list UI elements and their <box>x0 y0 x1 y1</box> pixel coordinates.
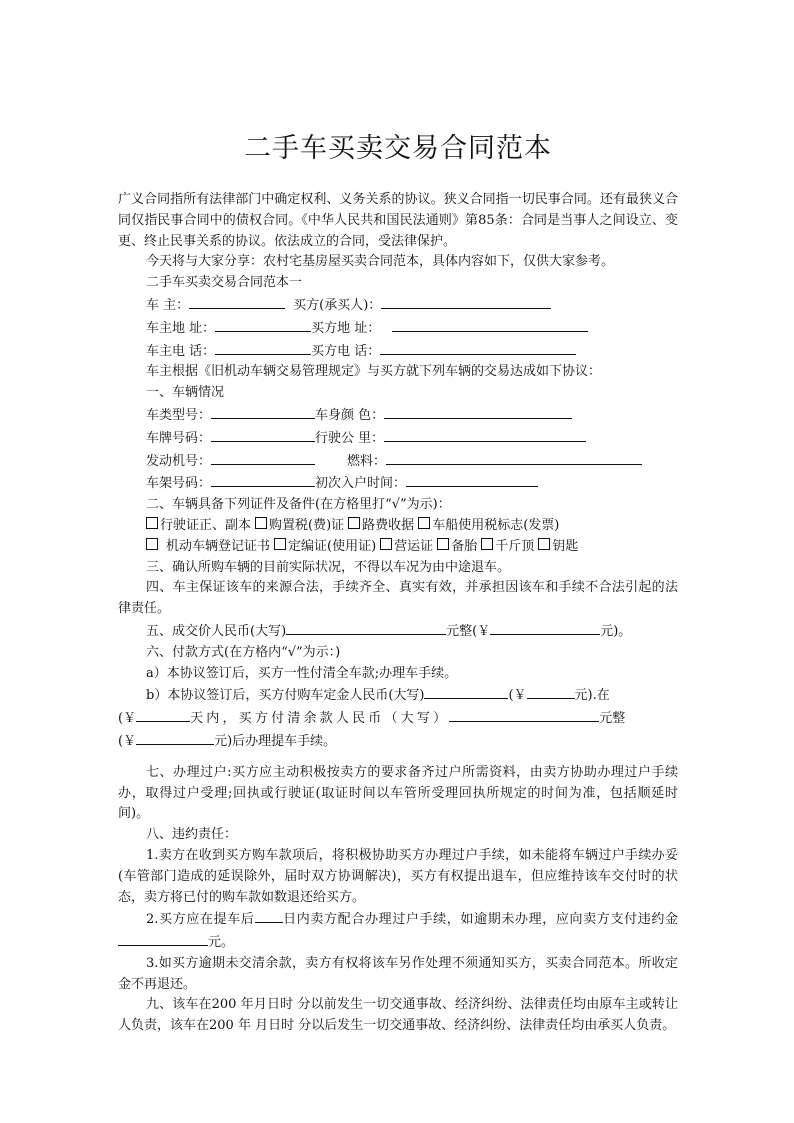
section-7: 七、办理过户:买方应主动积极按卖方的要求备齐过户所需资料，由卖方协助办理过户手续办，取得过户受理;回执或行驶证(取证时间以车管所受理回执所规定的时间为准，包括顺延时间)。 <box>118 764 678 822</box>
first-reg-blank <box>406 472 538 487</box>
balance-words-blank <box>449 707 599 722</box>
checkbox[interactable] <box>274 538 286 550</box>
engine-label: 发动机号： <box>146 453 212 469</box>
checkbox[interactable] <box>437 538 449 550</box>
doc-label: 行驶证正、副本 <box>160 517 252 533</box>
section-6-heading: 六、付款方式(在方格内“√”为示：) <box>146 644 341 660</box>
section-6b-line-3 <box>118 730 678 753</box>
deposit-number-blank <box>527 684 575 699</box>
vehicle-color-label: 车身颜 色： <box>315 407 385 423</box>
vehicle-color-blank <box>384 404 572 419</box>
buyer-label: 买方(承买人)： <box>293 297 382 313</box>
seller-blank <box>189 294 285 309</box>
section-6b-text: 元).在 <box>574 688 610 704</box>
section-8-1: 1.卖方在收到买方购车款项后，将积极协助买方办理过户手续，如未能将车辆过户手续办妥(车管部门造成的延误除外，届时双方协调解决)，买方有权提出退车，但应维持该车交付时的状态，卖方将已付的购车款如数退还给买方。 <box>118 847 678 905</box>
fuel-label: 燃料： <box>347 453 387 469</box>
seller-address-blank <box>215 317 311 332</box>
section-6b-text: (￥ <box>508 688 527 704</box>
party-row-1 <box>118 294 678 317</box>
section-9: 九、该车在200 年月日时 分以前发生一切交通事故、经济纠纷、法律责任均由原车主或转让人负责，该车在200 年 月日时 分以后发生一切交通事故、经济纠纷、法律责任均由承买人负责。 <box>118 997 678 1034</box>
vehicle-row-4 <box>118 472 678 495</box>
plate-blank <box>211 427 315 442</box>
price-words-blank <box>286 620 446 635</box>
contract-subtitle: 二手车买卖交易合同范本一 <box>146 275 303 291</box>
intro-paragraph: 广义合同指所有法律部门中确定权利、义务关系的协议。狭义合同指一切民事合同。还有最狭义合同仅指民事合同中的债权合同。《中华人民共和国民法通则》第85条：合同是当事人之间设立、变更、终止民事关系的协议。依法成立的合同，受法律保护。 <box>118 192 678 249</box>
days-blank <box>255 908 283 923</box>
checkbox[interactable] <box>146 538 158 550</box>
buyer-tel-blank <box>380 340 576 355</box>
vehicle-type-label: 车类型号： <box>146 407 212 423</box>
checkbox[interactable] <box>538 538 550 550</box>
party-row-2 <box>118 317 678 340</box>
section-5-text: 五、成交价人民币(大写) <box>146 623 287 639</box>
checkbox[interactable] <box>146 517 158 529</box>
doc-label: 定编证(使用证) <box>288 538 377 554</box>
section-4: 四、车主保证该车的来源合法，手续齐全、真实有效，并承担因该车和手续不合法引起的法律责任。 <box>118 580 678 617</box>
fuel-blank <box>386 450 642 465</box>
share-paragraph: 今天将与大家分享：农村宅基房屋买卖合同范本，具体内容如下，仅供大家参考。 <box>146 254 615 270</box>
vehicle-type-blank <box>211 404 315 419</box>
section-6a: a）本协议签订后，买方一性付清全车款;办理车手续。 <box>146 665 458 681</box>
buyer-tel-label: 买方电 话： <box>311 343 381 359</box>
engine-blank <box>211 450 315 465</box>
penalty-blank <box>118 931 208 946</box>
document-title: 二手车买卖交易合同范本 <box>244 133 552 164</box>
section-5-text: 元整(￥ <box>446 623 491 639</box>
seller-tel-label: 车主电 话： <box>146 343 216 359</box>
document-body <box>118 190 678 1037</box>
mileage-label: 行驶公 里： <box>315 430 385 446</box>
section-6b-line-1 <box>118 684 678 707</box>
buyer-address-blank <box>392 317 588 332</box>
days-blank <box>136 707 190 722</box>
doc-label: 钥匙 <box>552 538 579 554</box>
checkbox[interactable] <box>348 517 360 529</box>
doc-label: 车船使用税标志(发票) <box>432 517 560 533</box>
section-5 <box>118 620 678 643</box>
docs-row-1 <box>118 516 678 537</box>
section-3: 三、确认所购车辆的目前实际状况，不得以车况为由中途退车。 <box>146 559 511 575</box>
doc-label: 备胎 <box>451 538 478 554</box>
doc-label: 营运证 <box>394 538 434 554</box>
buyer-blank <box>381 294 551 309</box>
section-1-heading: 一、车辆情况 <box>146 385 225 401</box>
section-8-3: 3.如买方逾期未交清余款，卖方有权将该车另作处理不须通知买方，买卖合同范本。所收定金不再退还。 <box>118 955 678 992</box>
first-reg-label: 初次入户时间： <box>315 476 407 492</box>
section-6b-text: (￥ <box>118 733 137 749</box>
checkbox[interactable] <box>481 538 493 550</box>
vehicle-row-1 <box>118 404 678 427</box>
section-6b-text: b）本协议签订后，买方付购车定金人民币(大写) <box>146 688 425 704</box>
docs-row-2 <box>118 537 678 558</box>
checkbox[interactable] <box>380 538 392 550</box>
section-6b-text: (￥ <box>118 711 137 727</box>
seller-tel-blank <box>215 340 311 355</box>
checkbox[interactable] <box>418 517 430 529</box>
frame-blank <box>211 472 315 487</box>
buyer-address-label: 买方地 址： <box>311 320 381 336</box>
doc-label: 千斤顶 <box>495 538 535 554</box>
balance-number-blank <box>136 730 214 745</box>
section-8-2-text: 元。 <box>208 935 235 951</box>
vehicle-row-2 <box>118 427 678 450</box>
section-8-2 <box>118 908 678 954</box>
doc-label: 购置税(费)证 <box>269 517 345 533</box>
section-2-heading: 二、车辆具备下列证件及备件(在方格里打“√”为示)： <box>146 497 451 513</box>
section-6b-line-2 <box>118 707 678 730</box>
section-8-2-text: 日内卖方配合办理过户手续，如逾期未办理，应向卖方支付违约金 <box>282 912 678 928</box>
deposit-words-blank <box>424 684 508 699</box>
seller-label: 车 主： <box>146 297 190 313</box>
section-6b-text: 元整 <box>599 711 626 727</box>
section-8-heading: 八、违约责任： <box>146 827 238 843</box>
checkbox[interactable] <box>255 517 267 529</box>
doc-label: 路费收据 <box>362 517 415 533</box>
section-8-2-text: 2.买方应在提车后 <box>146 912 255 928</box>
section-6b-text: 元)后办理提车手续。 <box>214 733 337 749</box>
section-6b-text: 天内，买方付清余款人民币（大写） <box>190 711 450 727</box>
plate-label: 车牌号码： <box>146 430 212 446</box>
frame-label: 车架号码： <box>146 476 212 492</box>
mileage-blank <box>384 427 586 442</box>
doc-label: 机动车辆登记证书 <box>166 538 271 554</box>
agreement-line: 车主根据《旧机动车辆交易管理规定》与买方就下列车辆的交易达成如下协议： <box>146 364 602 380</box>
section-5-text: 元)。 <box>600 623 632 639</box>
party-row-3 <box>118 340 678 363</box>
vehicle-row-3 <box>118 450 678 473</box>
price-number-blank <box>490 620 600 635</box>
seller-address-label: 车主地 址： <box>146 320 216 336</box>
